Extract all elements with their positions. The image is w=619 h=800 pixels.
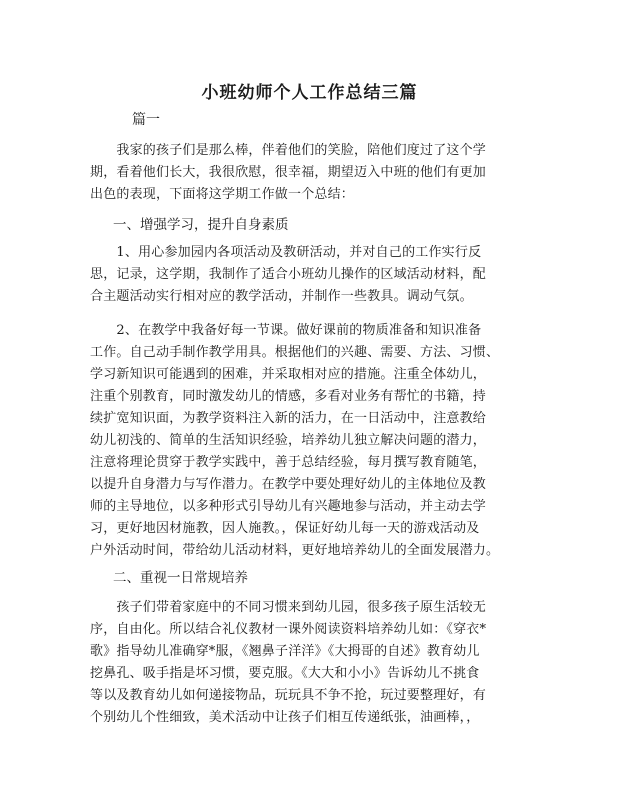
text-line: 思，记录，这学期，我制作了适合小班幼儿操作的区域活动材料，配 [90, 267, 487, 282]
text-line: 师的主导地位，以多种形式引导幼儿有兴趣地参与活动，并主动去学 [90, 499, 487, 514]
text-line: 歌》指导幼儿准确穿*服，《翘鼻子洋洋》《大拇哥的自述》教育幼儿 [90, 644, 480, 659]
text-line: 注意将理论贯穿于教学实践中，善于总结经验，每月撰写教育随笔， [90, 455, 487, 470]
text-line: 续扩宽知识面，为教学资料注入新的活力，在一日活动中，注意教给 [90, 411, 487, 426]
text-line: 挖鼻孔、吸手指是坏习惯，要克服。《大大和小小》告诉幼儿不挑食 [90, 666, 480, 681]
text-line: 以提升自身潜力与写作潜力。在教学中要处理好幼儿的主体地位及教 [90, 477, 487, 492]
part-label: 篇一 [132, 112, 160, 128]
text-line: 学习新知识可能遇到的困难，并采取相对应的措施。注重全体幼儿， [90, 367, 487, 382]
text-line: 我家的孩子们是那么棒，伴着他们的笑脸，陪他们度过了这个学 [90, 143, 487, 158]
intro-paragraph [90, 140, 530, 206]
text-line: 注重个别教育，同时激发幼儿的情感，多看对业务有帮忙的书籍，持 [90, 389, 487, 404]
text-line: 孩子们带着家庭中的不同习惯来到幼儿园，很多孩子原生活较无 [90, 600, 487, 615]
section-heading-1: 一、增强学习，提升自身素质 [113, 217, 289, 233]
text-line: 序，自由化。所以结合礼仪教材一课外阅读资料培养幼儿如：《穿衣* [90, 622, 487, 637]
text-line: 出色的表现，下面将这学期工作做一个总结： [90, 187, 355, 202]
text-line: 个别幼儿个性细致，美术活动中让孩子们相互传递纸张，油画棒，， [90, 710, 480, 725]
text-line: 合主题活动实行相对应的教学活动，并制作一些教具。调动气氛。 [90, 289, 473, 304]
paragraph-3 [90, 597, 530, 729]
text-line: 幼儿初浅的、简单的生活知识经验，培养幼儿独立解决问题的潜力， [90, 433, 487, 448]
section-heading-2: 二、重视一日常规培养 [113, 570, 248, 586]
text-line: 期，看着他们长大，我很欣慰，很幸福，期望迈入中班的他们有更加 [90, 165, 487, 180]
paragraph-2 [90, 320, 530, 562]
paragraph-1 [90, 242, 530, 308]
text-line: 工作。自己动手制作教学用具。根据他们的兴趣、需要、方法、习惯、 [90, 345, 500, 360]
document-title: 小班幼师个人工作总结三篇 [201, 83, 418, 103]
text-line: 2、在教学中我备好每一节课。做好课前的物质准备和知识准备 [90, 323, 482, 338]
text-line: 户外活动时间，带给幼儿活动材料，更好地培养幼儿的全面发展潜力。 [90, 543, 500, 558]
text-line: 等以及教育幼儿如何递接物品，玩玩具不争不抢，玩过要整理好，有 [90, 688, 487, 703]
text-line: 习，更好地因材施教，因人施教。，保证好幼儿每一天的游戏活动及 [90, 521, 480, 536]
text-line: 1、用心参加园内各项活动及教研活动，并对自己的工作实行反 [90, 245, 482, 260]
